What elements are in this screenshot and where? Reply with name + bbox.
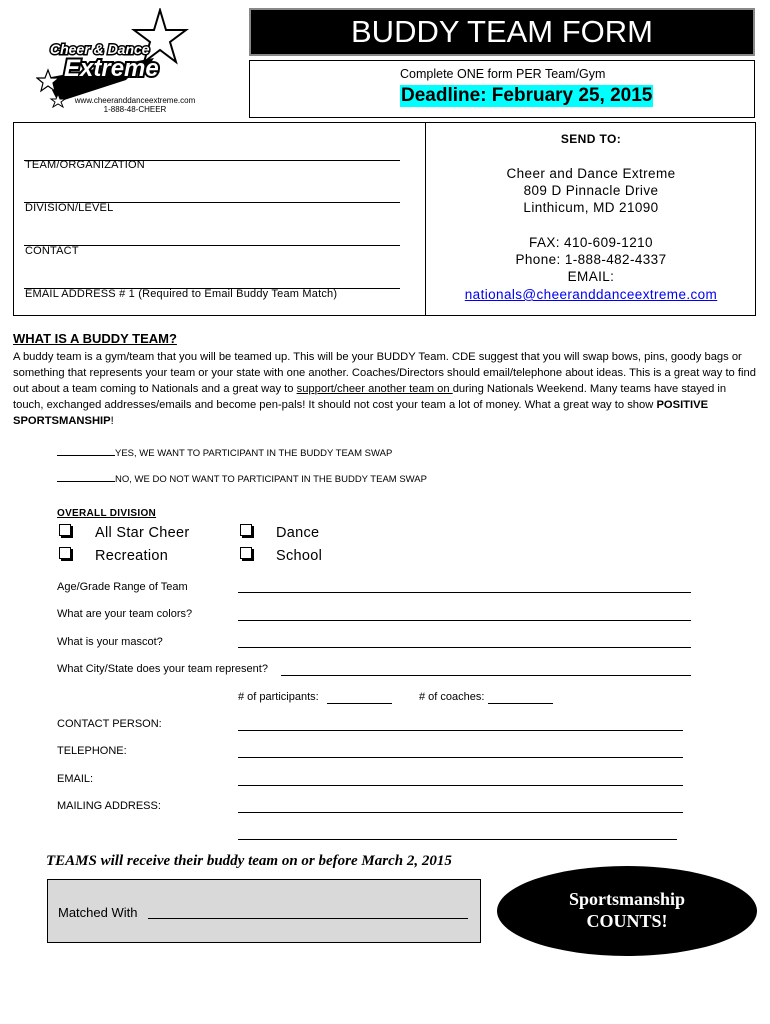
city-state-label: What City/State does your team represent? [57, 663, 268, 675]
what-is-title: WHAT IS A BUDDY TEAM? [13, 331, 177, 346]
send-to-email-label: EMAIL: [567, 269, 615, 284]
oval-line2: COUNTS! [586, 911, 668, 931]
logo-phone: 1-888-48-CHEER [103, 105, 167, 114]
telephone-label: TELEPHONE: [57, 745, 127, 757]
recreation-label: Recreation [95, 548, 169, 564]
deadline-box [249, 60, 755, 118]
coaches-label: # of coaches: [419, 691, 485, 703]
email-line[interactable] [238, 785, 683, 786]
email-label: EMAIL: [57, 773, 94, 785]
buddy-team-date-note: TEAMS will receive their buddy team on or before March 2, 2015 [46, 853, 452, 869]
all-star-cheer-checkbox[interactable] [59, 524, 71, 536]
mailing-address-label: MAILING ADDRESS: [57, 800, 161, 812]
mascot-line[interactable] [238, 647, 691, 648]
logo-url: www.cheeranddanceextreme.com [74, 96, 196, 105]
mailing-address-line-1[interactable] [238, 812, 683, 813]
send-to-city: Linthicum, MD 21090 [523, 200, 659, 215]
dance-label: Dance [276, 525, 320, 541]
deadline-text: Deadline: February 25, 2015 [401, 85, 653, 106]
send-to-phone: Phone: 1-888-482-4337 [515, 252, 667, 267]
positive-sportsmanship: POSITIVE SPORTSMANSHIP [13, 399, 709, 427]
all-star-cheer-label: All Star Cheer [95, 525, 190, 541]
send-to-title: SEND TO: [560, 132, 622, 146]
what-is-text-end: ! [110, 415, 114, 427]
what-is-underlined: support/cheer another team on [296, 383, 453, 395]
no-option [57, 474, 427, 485]
send-to-email-link[interactable]: nationals@cheeranddanceextreme.com [464, 287, 718, 302]
team-colors-label: What are your team colors? [57, 608, 193, 620]
contact-line[interactable] [24, 245, 400, 246]
no-blank[interactable] [57, 481, 115, 482]
complete-note: Complete ONE form PER Team/Gym [400, 67, 606, 81]
team-info-box [13, 122, 756, 316]
logo-line2: Extreme [64, 55, 159, 82]
email-address-label: EMAIL ADDRESS # 1 (Required to Email Buddy Team Match) [25, 288, 338, 300]
form-title: BUDDY TEAM FORM [249, 8, 755, 56]
division-level-label: DIVISION/LEVEL [25, 202, 114, 214]
overall-division-heading: OVERALL DIVISION [57, 508, 157, 519]
city-state-line[interactable] [281, 675, 691, 676]
age-range-label: Age/Grade Range of Team [57, 581, 188, 593]
recreation-checkbox[interactable] [59, 547, 71, 559]
participants-label: # of participants: [238, 691, 319, 703]
matched-with-box [47, 879, 481, 943]
yes-option [57, 448, 392, 459]
what-is-text-2: during Nationals Weekend. Many teams have stayed in touch, exchanged addresses/emails and become pen-pals! It should not cost your team a lot of money. What a great way to show [13, 383, 727, 411]
oval-line1: Sportsmanship [568, 889, 686, 909]
coaches-line[interactable] [488, 703, 553, 704]
contact-person-label: CONTACT PERSON: [57, 718, 162, 730]
send-to-company: Cheer and Dance Extreme [506, 166, 676, 181]
matched-with-line[interactable] [148, 918, 468, 919]
yes-blank[interactable] [57, 455, 115, 456]
send-to-fax: FAX: 410-609-1210 [529, 235, 653, 250]
contact-label: CONTACT [25, 245, 79, 257]
mascot-label: What is your mascot? [57, 636, 163, 648]
yes-label: YES, WE WANT TO PARTICIPANT IN THE BUDDY TEAM SWAP [115, 448, 393, 459]
dance-checkbox[interactable] [240, 524, 252, 536]
mailing-address-line-2[interactable] [238, 839, 677, 840]
contact-person-line[interactable] [238, 730, 683, 731]
telephone-line[interactable] [238, 757, 683, 758]
matched-with-label: Matched With [58, 905, 138, 920]
send-to-street: 809 D Pinnacle Drive [523, 183, 659, 198]
team-organization-label: TEAM/ORGANIZATION [25, 159, 145, 171]
logo-line1: Cheer & Dance [50, 41, 150, 57]
participants-line[interactable] [327, 703, 392, 704]
age-range-line[interactable] [238, 592, 691, 593]
school-label: School [276, 548, 323, 564]
no-label: NO, WE DO NOT WANT TO PARTICIPANT IN THE BUDDY TEAM SWAP [115, 474, 427, 485]
what-is-text-1: A buddy team is a gym/team that you will be teamed up. This will be your BUDDY Team. CDE suggest that you will swap bows, pins, goody bags or something that represents your team or your state with one another. Coaches/Directors should email/telephone about ideas. This is a great way to find out about a team coming to Nationals and a great way to [13, 351, 756, 395]
what-is-paragraph [13, 349, 758, 429]
team-colors-line[interactable] [238, 620, 691, 621]
logo-contact [40, 96, 230, 114]
sportsmanship-oval [497, 866, 757, 956]
school-checkbox[interactable] [240, 547, 252, 559]
